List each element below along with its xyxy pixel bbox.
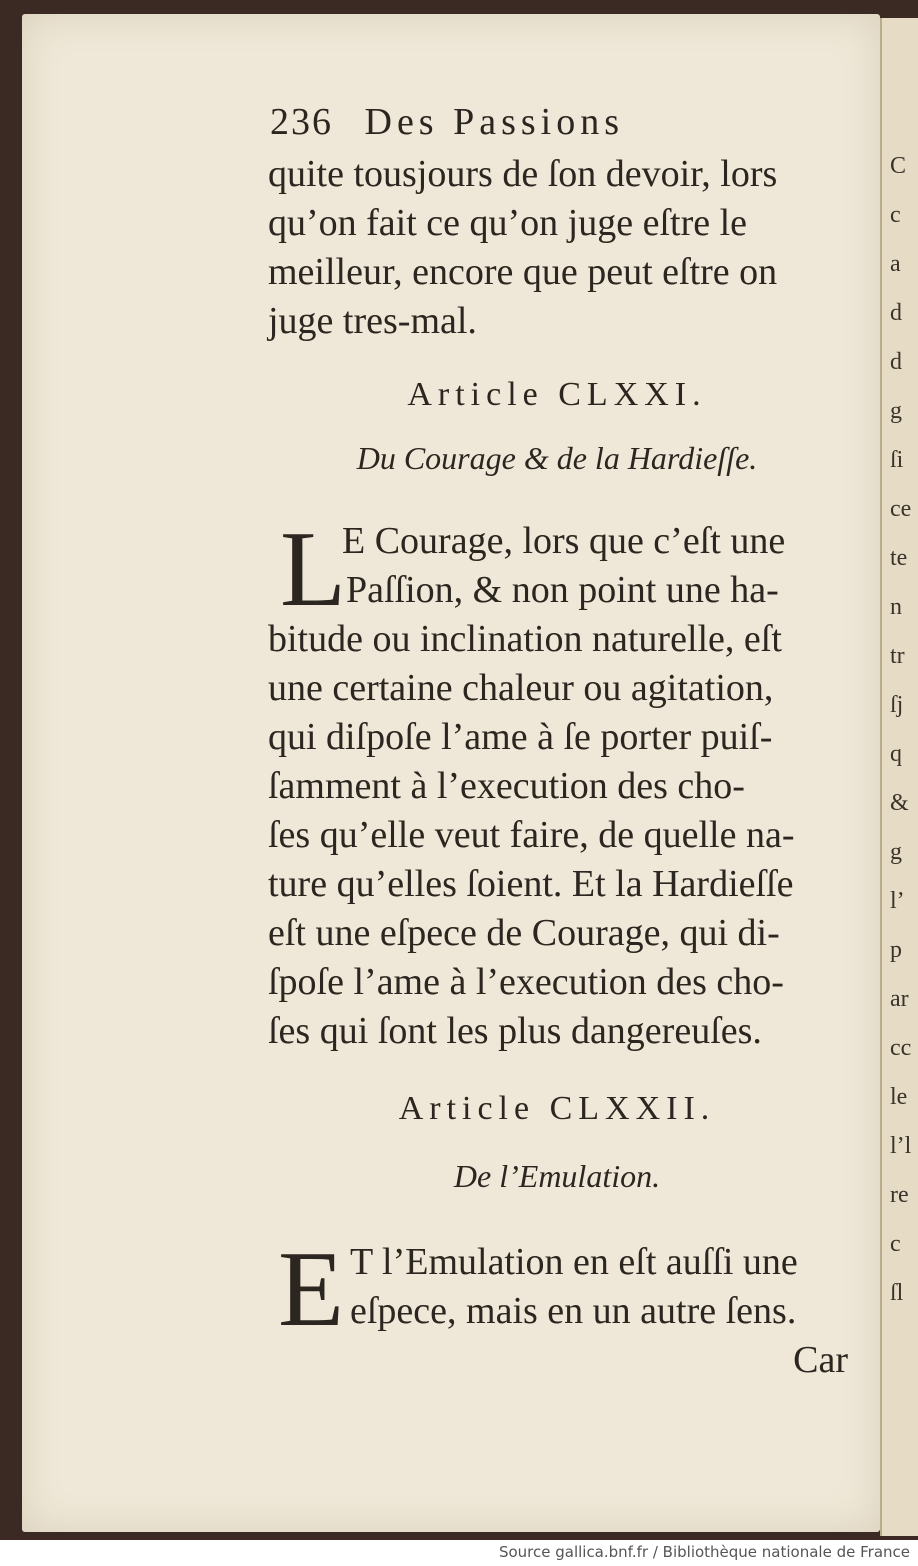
text-line: eſt une eſpece de Courage, qui di-	[268, 912, 780, 954]
article-subtitle: De l’Emulation.	[453, 1158, 661, 1194]
text-line: T l’Emulation en eſt auſſi une	[350, 1241, 798, 1283]
text-line: ture qu’elles ſoient. Et la Hardieſſe	[268, 863, 794, 905]
text-line: une certaine chaleur ou agitation,	[268, 667, 774, 709]
source-footer	[0, 1540, 918, 1566]
facing-page-letter: n	[890, 594, 902, 620]
facing-page-letter: &	[890, 790, 909, 816]
article-subtitle: Du Courage & de la Hardieſſe.	[356, 440, 758, 476]
facing-page-letter: d	[890, 349, 902, 375]
facing-page-letter: ſl	[890, 1280, 904, 1306]
facing-page-letter: ar	[890, 986, 909, 1012]
facing-page-letter: re	[890, 1182, 909, 1208]
article-heading: Article CLXXI.	[407, 376, 707, 413]
facing-page-letter: ſj	[890, 692, 904, 718]
facing-page-letter: l’l	[890, 1133, 912, 1159]
running-title: Des Passions	[364, 101, 625, 143]
text-line: qui diſpoſe l’ame à ſe porter puiſ-	[268, 716, 773, 758]
text-line: ſpoſe l’ame à l’execution des cho-	[268, 961, 784, 1003]
text-line: eſpece, mais en un autre ſens.	[350, 1290, 797, 1332]
catchword: Car	[793, 1339, 848, 1381]
drop-cap: L	[280, 510, 346, 629]
facing-page-letter: cc	[890, 1035, 912, 1061]
facing-page-letter: c	[890, 202, 901, 228]
facing-page-letter: a	[890, 251, 901, 277]
facing-page-letter: g	[890, 839, 902, 865]
source-credit: Source gallica.bnf.fr / Bibliothèque nationale de France	[498, 1543, 910, 1561]
page-number: 236	[270, 101, 333, 143]
drop-cap: E	[278, 1230, 344, 1349]
text-line: meilleur, encore que peut eſtre on	[268, 251, 778, 293]
text-line: ſes qui ſont les plus dangereuſes.	[268, 1010, 762, 1052]
text-line: ſamment à l’execution des cho-	[268, 765, 745, 807]
article-heading: Article CLXXII.	[398, 1090, 716, 1127]
facing-page-letter: ſi	[890, 447, 904, 473]
text-line: qu’on fait ce qu’on juge eſtre le	[268, 202, 748, 244]
facing-page-edge	[880, 18, 918, 1536]
text-line: bitude ou inclination naturelle, eſt	[268, 618, 782, 660]
facing-page-letter: l’	[890, 888, 905, 914]
facing-page-letter: tr	[890, 643, 905, 669]
text-line: ſes qu’elle veut faire, de quelle na-	[268, 814, 795, 856]
facing-page-letter: c	[890, 1231, 901, 1257]
facing-page-letter: C	[890, 153, 907, 179]
facing-page-letter: ce	[890, 496, 912, 522]
text-line: Paſſion, & non point une ha-	[346, 569, 779, 611]
text-line: E Courage, lors que c’eſt une	[342, 520, 786, 562]
text-line: juge tres-mal.	[268, 300, 477, 342]
facing-page-letter: p	[890, 937, 902, 963]
facing-page-letter: q	[890, 741, 902, 767]
facing-page-letter: le	[890, 1084, 908, 1110]
text-line: quite tousjours de ſon devoir, lors	[268, 153, 778, 195]
facing-page-letter: te	[890, 545, 908, 571]
facing-page-letter: g	[890, 398, 902, 424]
running-head	[270, 100, 750, 144]
facing-page-letter: d	[890, 300, 902, 326]
